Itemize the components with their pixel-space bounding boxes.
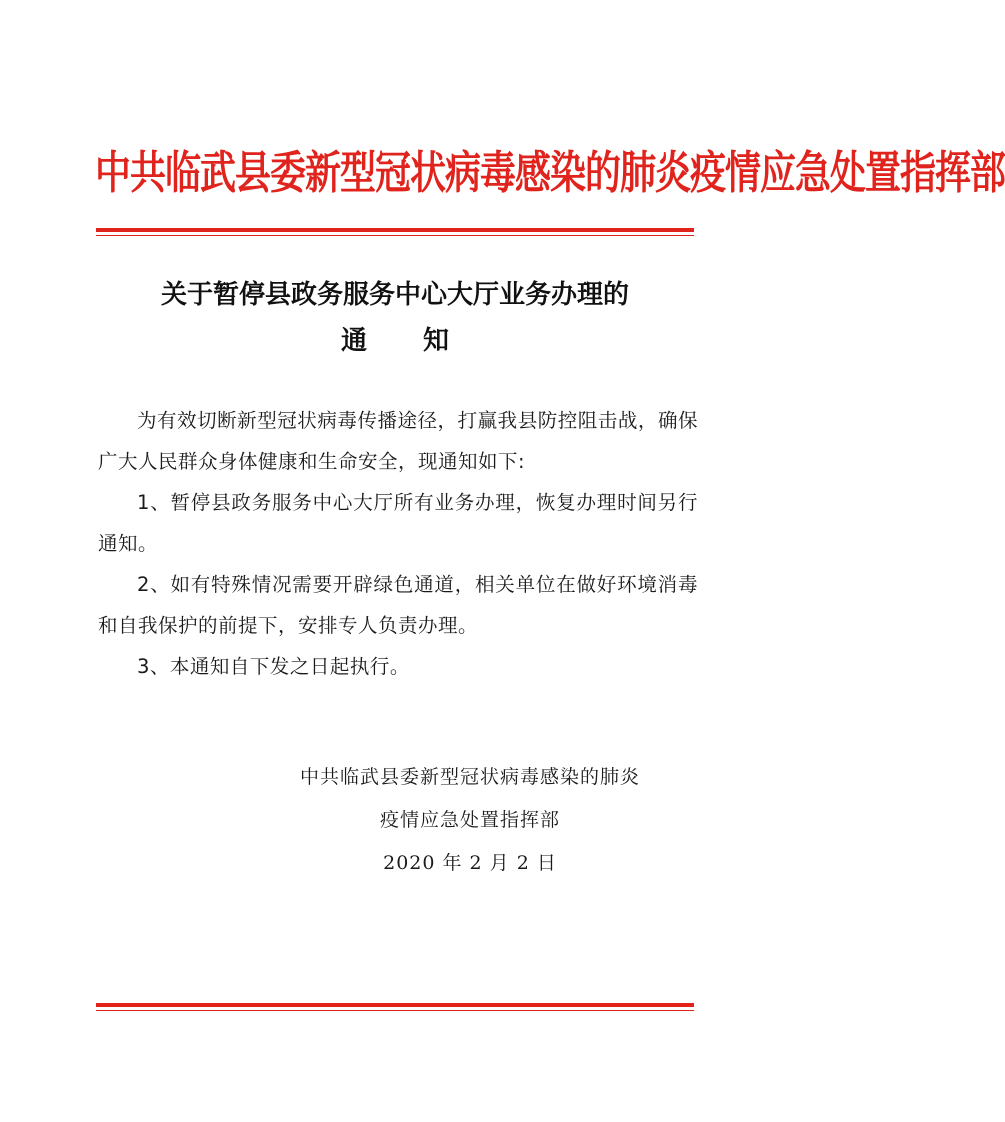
signature-line-1: 中共临武县委新型冠状病毒感染的肺炎 bbox=[299, 766, 640, 788]
body-paragraph-item-2: 2、如有特殊情况需要开辟绿色通道，相关单位在做好环境消毒和自我保护的前提下，安排专人负责办理。 bbox=[98, 573, 698, 637]
footer-red-rule-thick bbox=[96, 1003, 694, 1007]
notice-title-line1: 关于暂停县政务服务中心大厅业务办理的 bbox=[160, 280, 629, 310]
notice-title-line2: 通知 bbox=[340, 326, 505, 356]
notice-body bbox=[98, 400, 698, 687]
issuing-authority-header: 中共临武县委新型冠状病毒感染的肺炎疫情应急处置指挥部 bbox=[95, 146, 1005, 200]
body-paragraph-intro: 为有效切断新型冠状病毒传播途径，打赢我县防控阻击战，确保广大人民群众身体健康和生命安全，现通知如下: bbox=[98, 409, 698, 473]
header-red-rule-thick bbox=[96, 228, 694, 232]
body-paragraph-item-3: 3、本通知自下发之日起执行。 bbox=[137, 655, 410, 678]
body-paragraph-item-1: 1、暂停县政务服务中心大厅所有业务办理，恢复办理时间另行通知。 bbox=[98, 491, 698, 555]
footer-red-rule-thin bbox=[96, 1010, 694, 1011]
signature-date: 2020 年 2 月 2 日 bbox=[383, 852, 557, 874]
signature-line-2: 疫情应急处置指挥部 bbox=[379, 809, 560, 831]
header-red-rule-thin bbox=[96, 235, 694, 236]
